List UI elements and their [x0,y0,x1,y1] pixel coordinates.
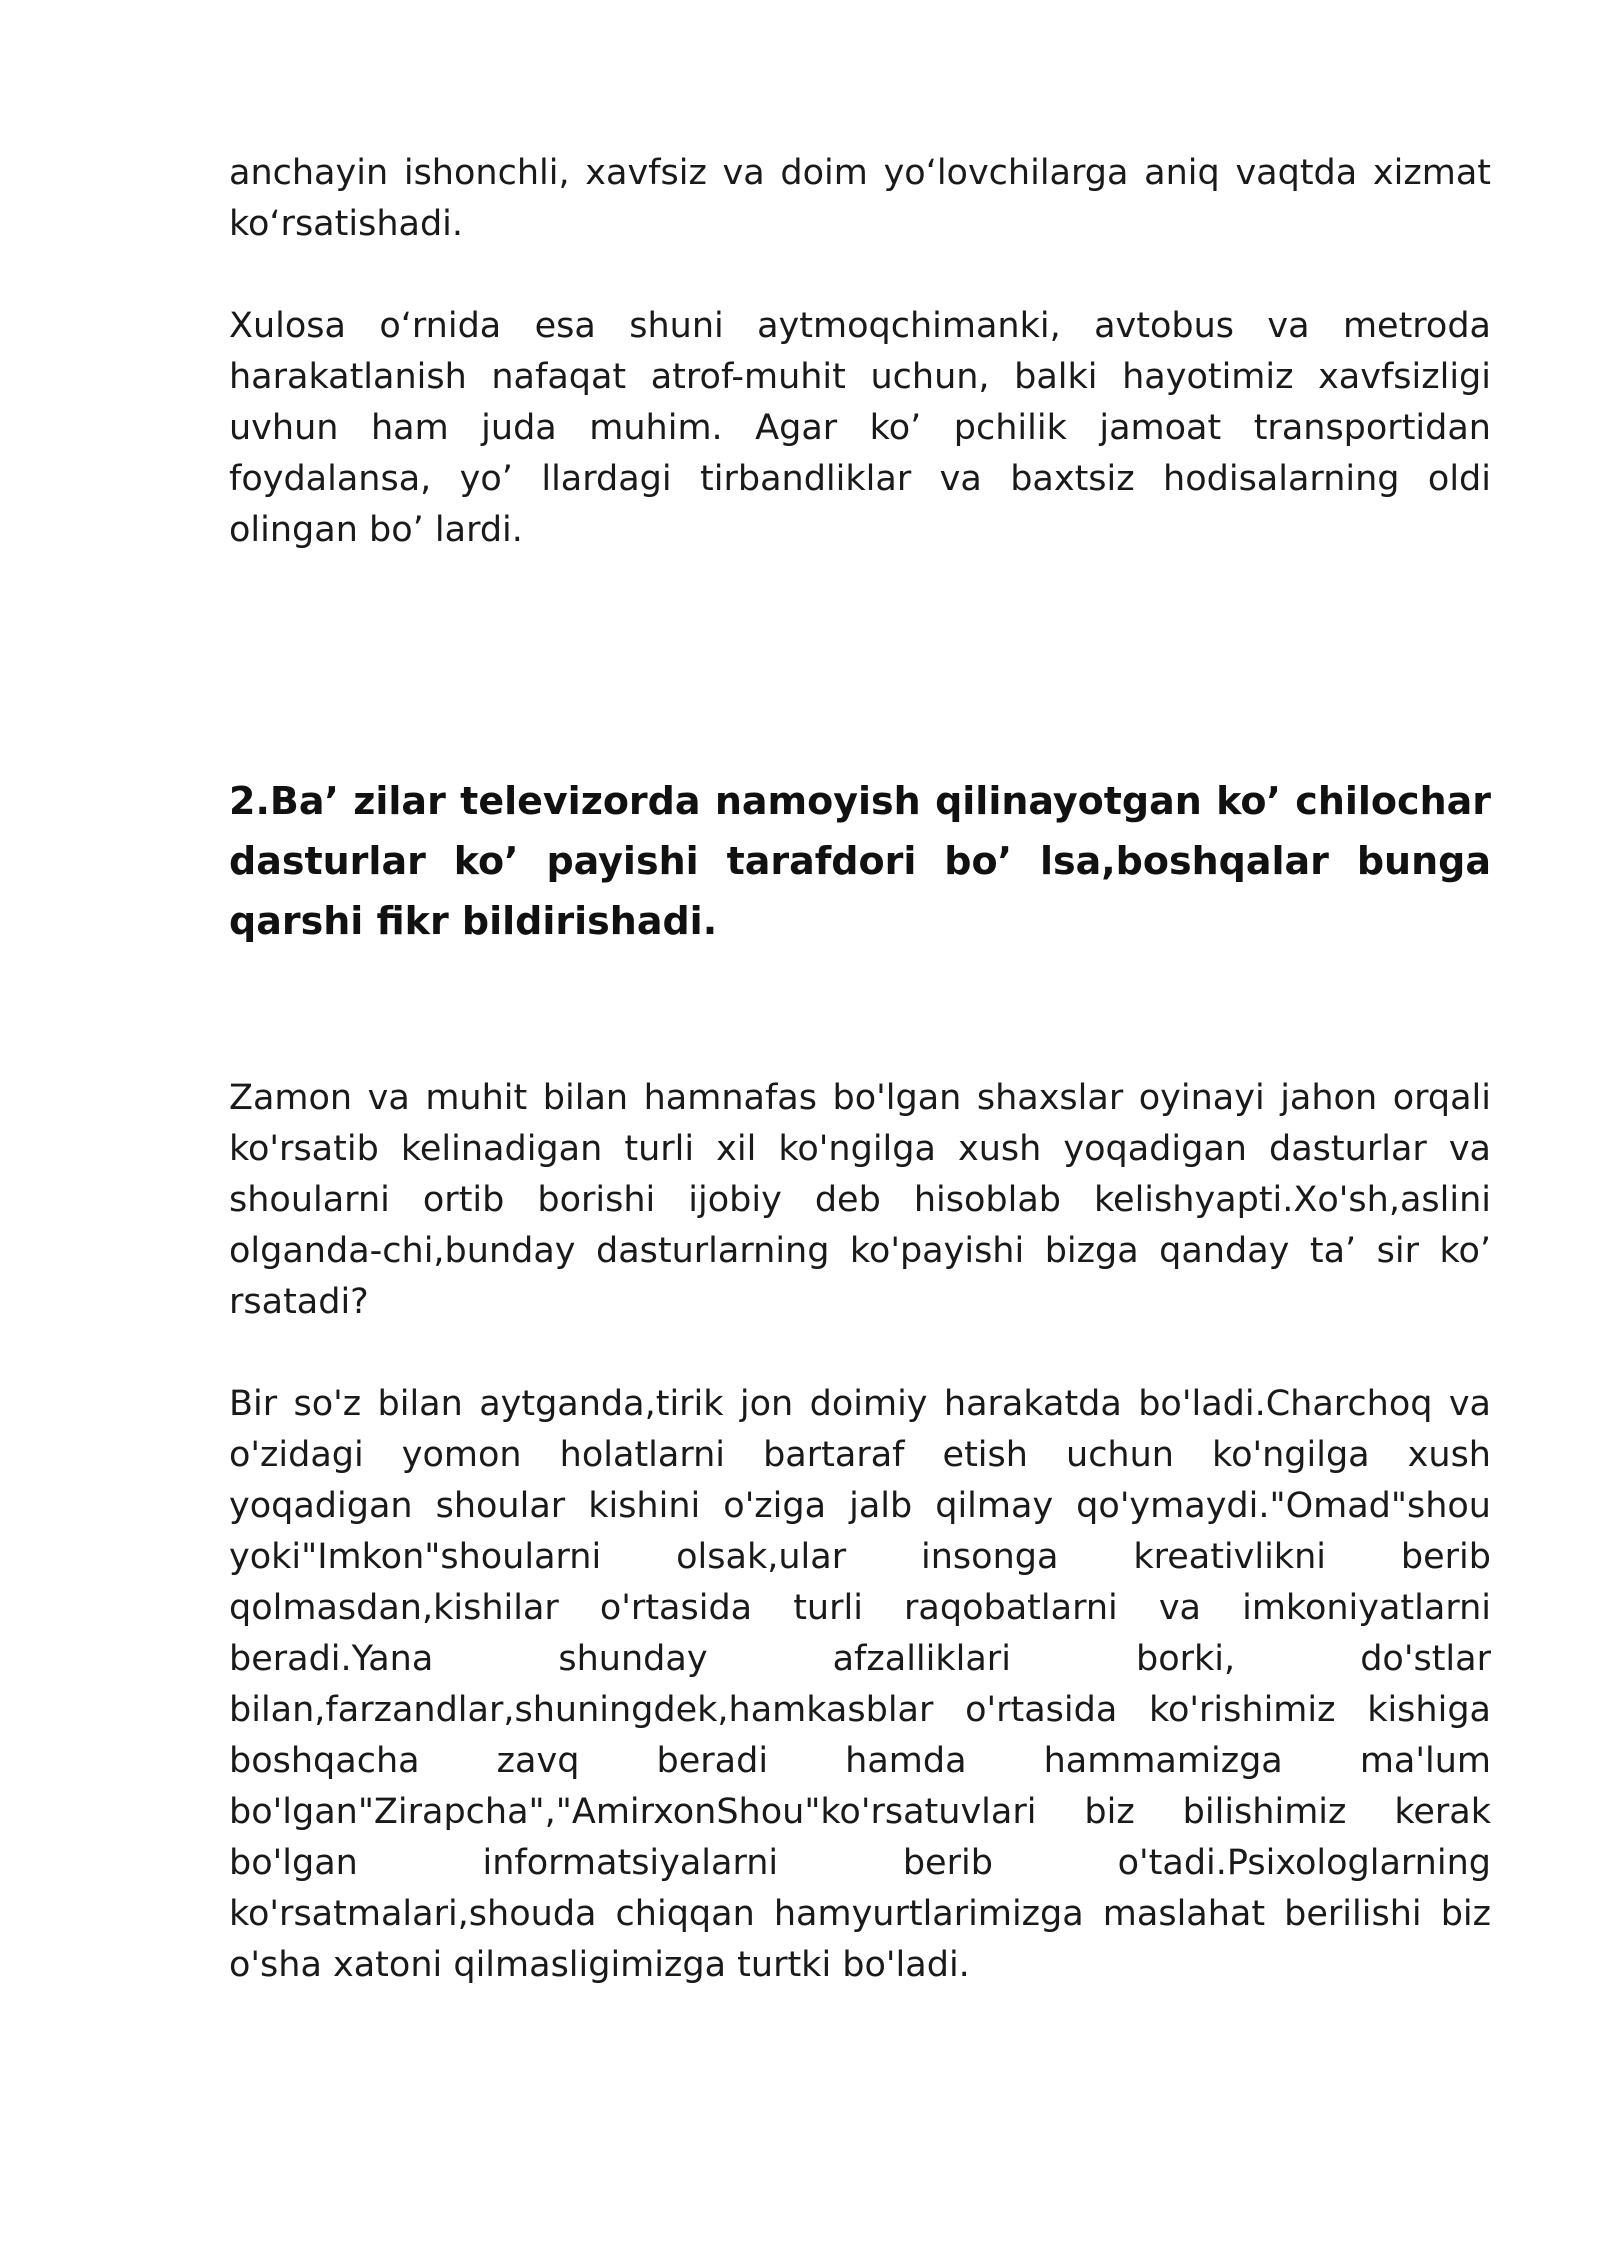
essay-heading: 2.Ba’ zilar televizorda namoyish qilinayotgan ko’ chilochar dasturlar ko’ payishi tarafdori bo’ lsa,boshqalar bunga qarshi fikr bildirishadi. [229,779,1491,943]
paragraph-introduction: Zamon va muhit bilan hamnafas bo'lgan shaxslar oyinayi jahon orqali ko'rsatib kelinadigan turli xil ko'ngilga xush yoqadigan dasturlar va shoularni ortib borishi ijobiy deb hisoblab kelishyapti.Xo'sh,aslini olganda-chi,bunday dasturlarning ko'payishi bizga qanday ta’ sir ko’ rsatadi? [229,1078,1491,1322]
paragraph-transport-reliability: anchayin ishonchli, xavfsiz va doim yo‘lovchilarga aniq vaqtda xizmat ko‘rsatishadi. [229,153,1491,244]
paragraph-shows-benefits: Bir so'z bilan aytganda,tirik jon doimiy harakatda bo'ladi.Charchoq va o'zidagi yomon holatlarni bartaraf etish uchun ko'ngilga xush yoqadigan shoular kishini o'ziga jalb qilmay qo'ymaydi."Omad"shou yoki"Imkon"shoularni olsak,ular insonga kreativlikni berib qolmasdan,kishilar o'rtasida turli raqobatlarni va imkoniyatlarni beradi.Yana shunday afzalliklari borki, do'stlar bilan,farzandlar,shuningdek,hamkasblar o'rtasida ko'rishimiz kishiga boshqacha zavq beradi hamda hammamizga ma'lum bo'lgan"Zirapcha","AmirxonShou"ko'rsatuvlari biz bilishimiz kerak bo'lgan informatsiyalarni berib o'tadi.Psixologlarning ko'rsatmalari,shouda chiqqan hamyurtlarimizga maslahat berilishi biz o'sha xatoni qilmasligimizga turtki bo'ladi. [229,1384,1491,1985]
document-page [229,148,1491,1991]
paragraph-conclusion: Xulosa o‘rnida esa shuni aytmoqchimanki, avtobus va metroda harakatlanish nafaqat atrof-muhit uchun, balki hayotimiz xavfsizligi uvhun ham juda muhim. Agar ko’ pchilik jamoat transportidan foydalansa, yo’ llardagi tirbandliklar va baxtsiz hodisalarning oldi olingan bo’ lardi. [229,306,1491,550]
